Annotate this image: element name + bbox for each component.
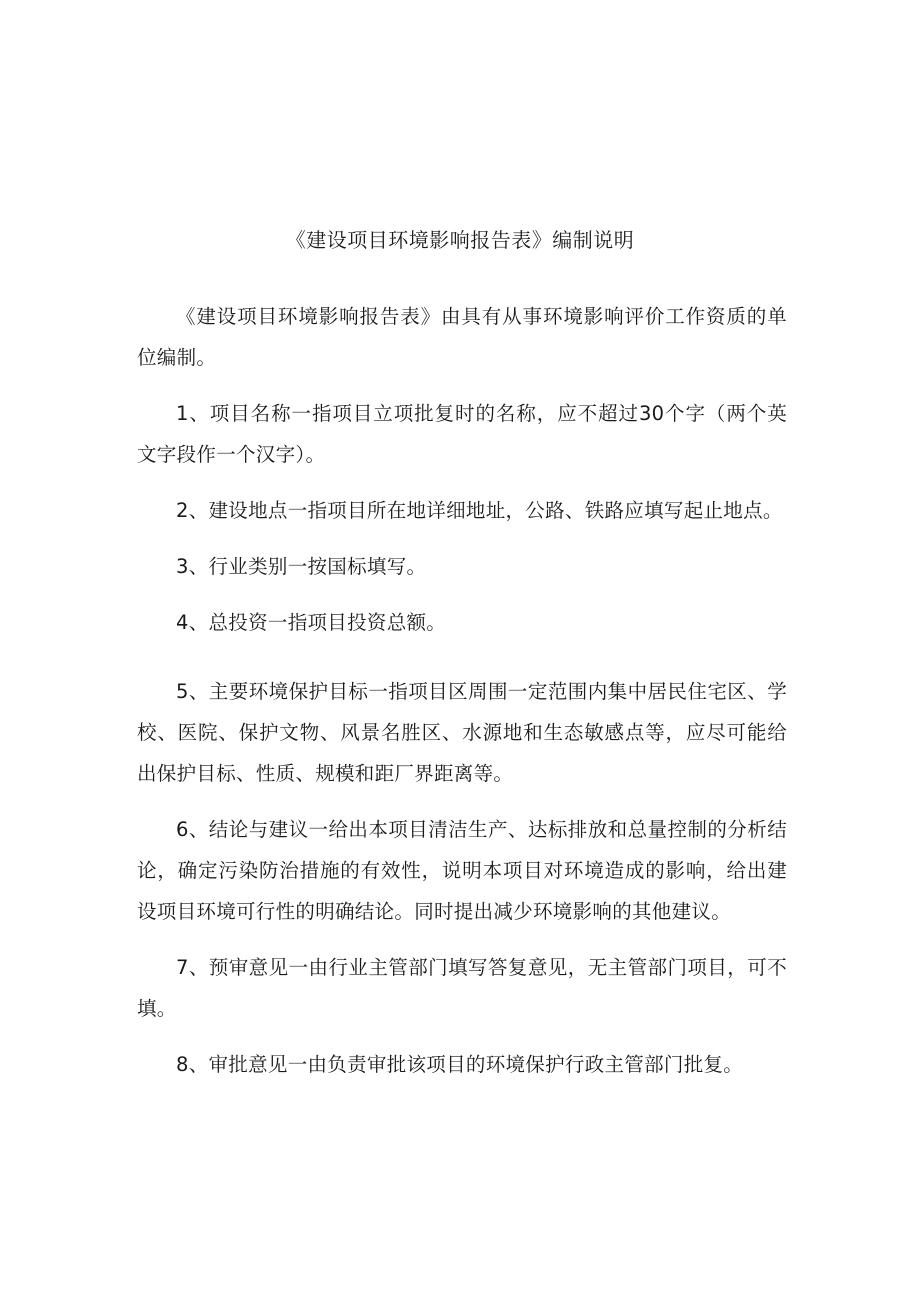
item-2-location: 2、建设地点一指项目所在地详细地址，公路、铁路应填写起止地点。 (176, 499, 783, 522)
item-8-approval: 8、审批意见一由负责审批该项目的环境保护行政主管部门批复。 (176, 1053, 744, 1076)
item-6-conclusion: 6、结论与建议一给出本项目清洁生产、达标排放和总量控制的分析结论，确定污染防治措施的有效性，说明本项目对环境造成的影响，给出建设项目环境可行性的明确结论。同时提出减少环境影响的其他建议。 (137, 818, 787, 923)
item-1-project-name: 1、项目名称一指项目立项批复时的名称，应不超过30个字（两个英文字段作一个汉字）。 (137, 402, 787, 466)
item-3-industry: 3、行业类别一按国标填写。 (176, 555, 427, 578)
intro-paragraph: 《建设项目环境影响报告表》由具有从事环境影响评价工作资质的单位编制。 (137, 305, 787, 369)
document-body (137, 296, 787, 1085)
item-5-protection-targets: 5、主要环境保护目标一指项目区周围一定范围内集中居民住宅区、学校、医院、保护文物、风景名胜区、水源地和生态敏感点等，应尽可能给出保护目标、性质、规模和距厂界距离等。 (137, 680, 787, 785)
document-title: 《建设项目环境影响报告表》编制说明 (285, 228, 635, 252)
item-4-investment: 4、总投资一指项目投资总额。 (176, 611, 447, 634)
item-7-pre-review: 7、预审意见一由行业主管部门填写答复意见，无主管部门项目，可不填。 (137, 956, 787, 1020)
